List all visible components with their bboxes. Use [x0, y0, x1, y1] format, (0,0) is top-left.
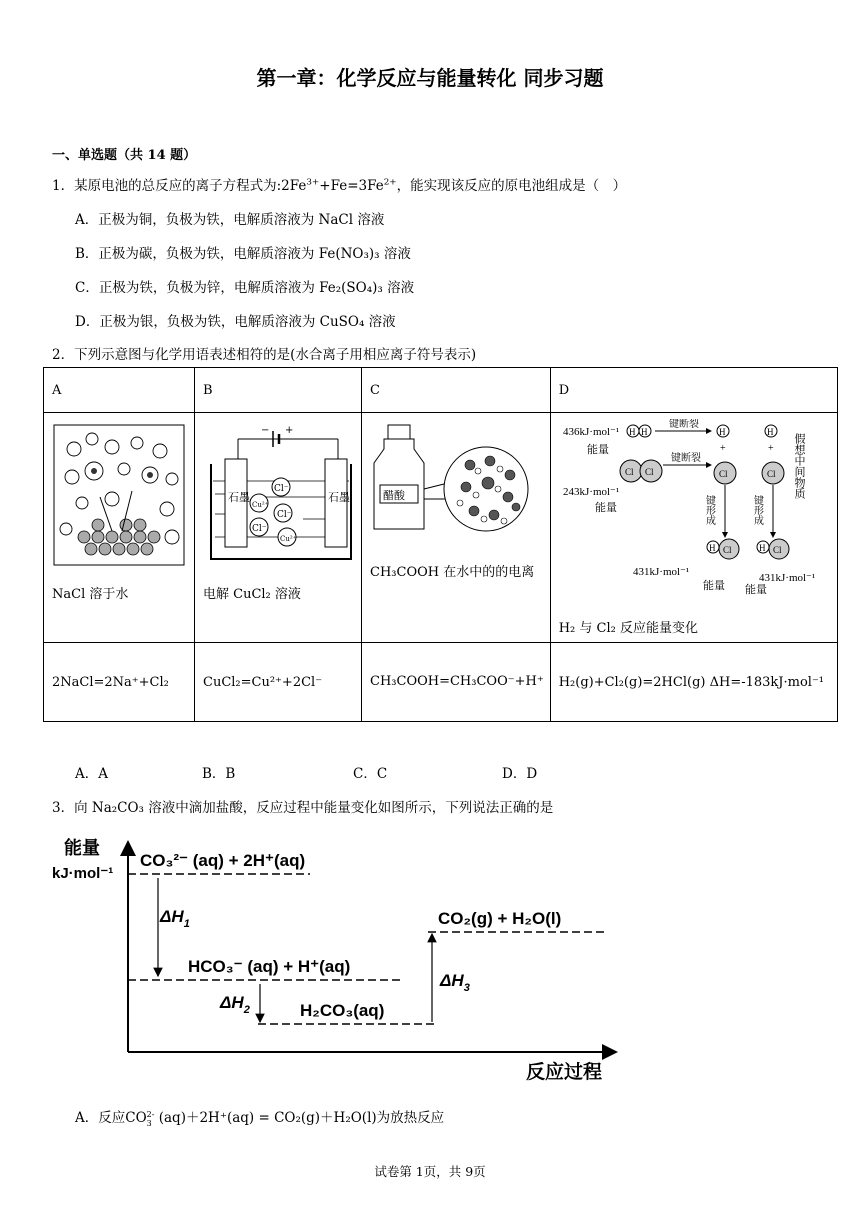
- bond-break-label: 键断裂: [668, 419, 699, 430]
- energy-243-label: 243kJ·mol⁻¹: [562, 486, 619, 498]
- q2-stem: 2．下列示意图与化学用语表述相符的是(水合离子用相应离子符号表示): [52, 347, 477, 363]
- dh3-label: $\Delta H_3$: [440, 971, 470, 994]
- q2-cell-c: [362, 413, 551, 643]
- q2-header-b: B: [195, 368, 362, 413]
- cl-atom: Cl: [766, 469, 776, 479]
- level-4-label: CO₂(g) + H₂O(l): [438, 909, 562, 928]
- q1-option-c[interactable]: C．正极为铁，负极为锌，电解质溶液为 Fe₂(SO₄)₃ 溶液: [75, 280, 415, 296]
- q1-option-b[interactable]: B．正极为碳，负极为铁，电解质溶液为 Fe(NO₃)₃ 溶液: [75, 246, 411, 262]
- bond-form-label: 键形成: [751, 495, 763, 525]
- q2-option-b[interactable]: B．B: [202, 766, 236, 782]
- energy-431-label: 431kJ·mol⁻¹: [632, 566, 689, 578]
- cl-ion-label: Cl⁻: [252, 524, 267, 534]
- dh2-label: $\Delta H_2$: [220, 993, 250, 1016]
- cl-atom: Cl: [624, 467, 634, 477]
- energy-label: 能量: [702, 580, 725, 592]
- h-atom: H: [718, 427, 726, 437]
- bond-break-label-2: 键断裂: [670, 453, 701, 464]
- y-axis-label-energy: 能量: [64, 838, 100, 858]
- cl-ion-label: Cl⁻: [277, 510, 292, 520]
- h-atom: H: [708, 543, 716, 553]
- energy-label: 能量: [586, 444, 609, 456]
- h-atom: H: [766, 427, 774, 437]
- q1-stem-part: 1．某原电池的总反应的离子方程式为:2Fe: [52, 178, 307, 194]
- ion-subscript: 3: [146, 1118, 152, 1128]
- q2-option-a[interactable]: A．A: [75, 766, 108, 782]
- graphite-left-label: 石墨: [228, 491, 250, 504]
- q1-option-a[interactable]: A．正极为铜，负极为铁，电解质溶液为 NaCl 溶液: [75, 212, 385, 228]
- q1-stem-part: ，能实现该反应的原电池组成是（ ）: [396, 178, 627, 194]
- energy-436-label: 436kJ·mol⁻¹: [562, 426, 619, 438]
- dh1-label: $\Delta H_1$: [160, 907, 190, 930]
- cl-atom: Cl: [644, 467, 654, 477]
- plus-sign: +: [719, 443, 726, 454]
- q3-option-a-text: A．反应CO: [75, 1110, 147, 1126]
- q1-stem-part: +Fe=3Fe: [319, 178, 384, 194]
- q3-stem: 3．向 Na₂CO₃ 溶液中滴加盐酸，反应过程中能量变化如图所示，下列说法正确的是: [52, 800, 554, 816]
- cl-atom: Cl: [772, 545, 782, 555]
- q2-caption-c: CH₃COOH 在水中的的电离: [370, 565, 535, 580]
- q2-header-c: C: [362, 368, 551, 413]
- q2-caption-b: 电解 CuCl₂ 溶液: [203, 587, 301, 602]
- q2-option-d[interactable]: D．D: [502, 766, 538, 782]
- h-atom: H: [628, 427, 636, 437]
- h-atom: H: [758, 543, 766, 553]
- q1-sup: 3+: [306, 177, 320, 188]
- cl-atom: Cl: [718, 469, 728, 479]
- q2-caption-d: H₂ 与 Cl₂ 反应能量变化: [558, 621, 698, 636]
- q2-eq-c: CH₃COOH=CH₃COO⁻+H⁺: [362, 643, 551, 722]
- q2-cell-a: [44, 413, 195, 643]
- nacl-dissolution-figure: [52, 419, 186, 569]
- q2-caption-a: NaCl 溶于水: [52, 587, 129, 602]
- q2-header-a: A: [44, 368, 195, 413]
- cl-ion-label: Cl⁻: [274, 484, 289, 494]
- bottle-label: 醋酸: [383, 489, 405, 502]
- electrolysis-figure: [203, 419, 353, 569]
- page-footer: 试卷第 1页，共 9页: [374, 1164, 486, 1179]
- q2-cell-d: [550, 413, 837, 643]
- ion-charge: 2-: [146, 1109, 155, 1119]
- y-axis-label-unit: kJ·mol⁻¹: [52, 865, 114, 882]
- q2-table: [43, 367, 838, 722]
- page-title: 第一章：化学反应与能量转化 同步习题: [256, 66, 604, 90]
- x-axis-label: 反应过程: [526, 1062, 603, 1083]
- minus-sign: −: [261, 425, 270, 436]
- q2-cell-b: [195, 413, 362, 643]
- energy-level-diagram: [48, 830, 628, 1085]
- q2-eq-b: CuCl₂=Cu²⁺+2Cl⁻: [195, 643, 362, 722]
- plus-sign: +: [767, 443, 774, 454]
- q2-eq-a: 2NaCl=2Na⁺+Cl₂: [44, 643, 195, 722]
- cu-ion-label: Cu²⁺: [280, 535, 297, 543]
- section-heading: 一、单选题（共 14 题）: [52, 148, 197, 163]
- q2-header-d: D: [550, 368, 837, 413]
- h-atom: H: [640, 427, 648, 437]
- acetic-acid-figure: [370, 419, 530, 539]
- virtual-intermediate-label: 假想中间物质: [792, 433, 805, 499]
- q2-option-c[interactable]: C．C: [353, 766, 388, 782]
- bond-energy-figure: [559, 419, 829, 599]
- q1-option-d[interactable]: D．正极为银，负极为铁，电解质溶液为 CuSO₄ 溶液: [75, 314, 396, 330]
- q2-eq-d: H₂(g)+Cl₂(g)=2HCl(g) ΔH=-183kJ·mol⁻¹: [550, 643, 837, 722]
- level-2-label: HCO₃⁻ (aq) + H⁺(aq): [188, 957, 351, 976]
- energy-label: 能量: [744, 584, 767, 596]
- bond-form-label: 键形成: [703, 495, 715, 525]
- energy-431-label: 431kJ·mol⁻¹: [758, 572, 815, 584]
- level-1-label: CO₃²⁻ (aq) + 2H⁺(aq): [140, 851, 306, 870]
- graphite-right-label: 石墨: [328, 491, 350, 504]
- cu-ion-label: Cu²⁺: [252, 501, 269, 509]
- plus-sign: +: [285, 425, 294, 436]
- q3-option-a[interactable]: [75, 1106, 444, 1128]
- q1-sup: 2+: [383, 177, 397, 188]
- energy-label: 能量: [594, 502, 617, 514]
- q1-stem: [52, 174, 626, 194]
- cl-atom: Cl: [722, 545, 732, 555]
- q3-option-a-text: (aq)＋2H⁺(aq) = CO₂(g)＋H₂O(l)为放热反应: [154, 1110, 445, 1126]
- level-3-label: H₂CO₃(aq): [300, 1001, 385, 1020]
